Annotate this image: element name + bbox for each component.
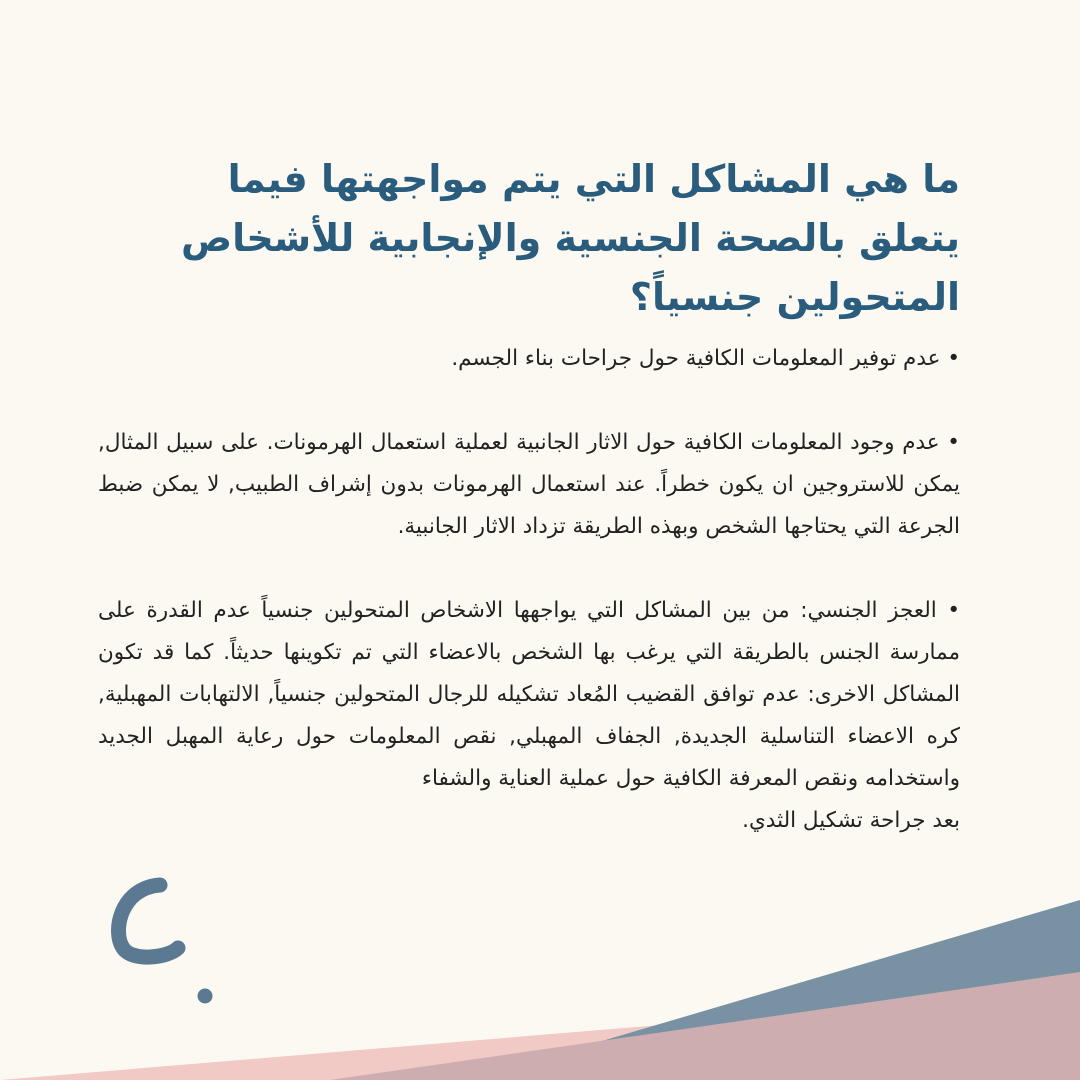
bullet-item-1: • عدم توفير المعلومات الكافية حول جراحات بناء الجسم. (451, 346, 960, 371)
bullet-list (98, 338, 960, 842)
bullet-item-3-text: • العجز الجنسي: من بين المشاكل التي يواجهها الاشخاص المتحولين جنسياً عدم القدرة على ممارسة الجنس بالطريقة التي يرغب بها الشخص بالاعضاء التي تم تكوينها حديثاً. كما قد تكون المشاكل الاخرى: عدم توافق القضيب المُعاد تشكيله للرجال المتحولين جنسياً, الالتهابات المهبلية, كره الاعضاء التناسلية الجديدة, الجفاف المهبلي, نقص المعلومات حول رعاية المهبل الجديد واستخدامه ونقص المعرفة الكافية حول عملية العناية والشفاء (98, 598, 960, 791)
bullet-item-3 (98, 590, 960, 842)
bullet-item-3-tail: بعد جراحة تشكيل الثدي. (742, 808, 960, 833)
bullet-item-2: • عدم وجود المعلومات الكافية حول الاثار الجانبية لعملية استعمال الهرمونات. على سبيل المثال, يمكن للاستروجين ان يكون خطراً. عند استعمال الهرمونات بدون إشراف الطبيب, لا يمكن ضبط الجرعة التي يحتاجها الشخص وبهذه الطريقة تزداد الاثار الجانبية. (98, 430, 960, 539)
question-mark-icon (118, 885, 212, 1004)
page-title: ما هي المشاكل التي يتم مواجهتها فيما يتعلق بالصحة الجنسية والإنجابية للأشخاص المتحولين جنسياً؟ (181, 157, 960, 319)
mauve-band (330, 972, 1080, 1080)
